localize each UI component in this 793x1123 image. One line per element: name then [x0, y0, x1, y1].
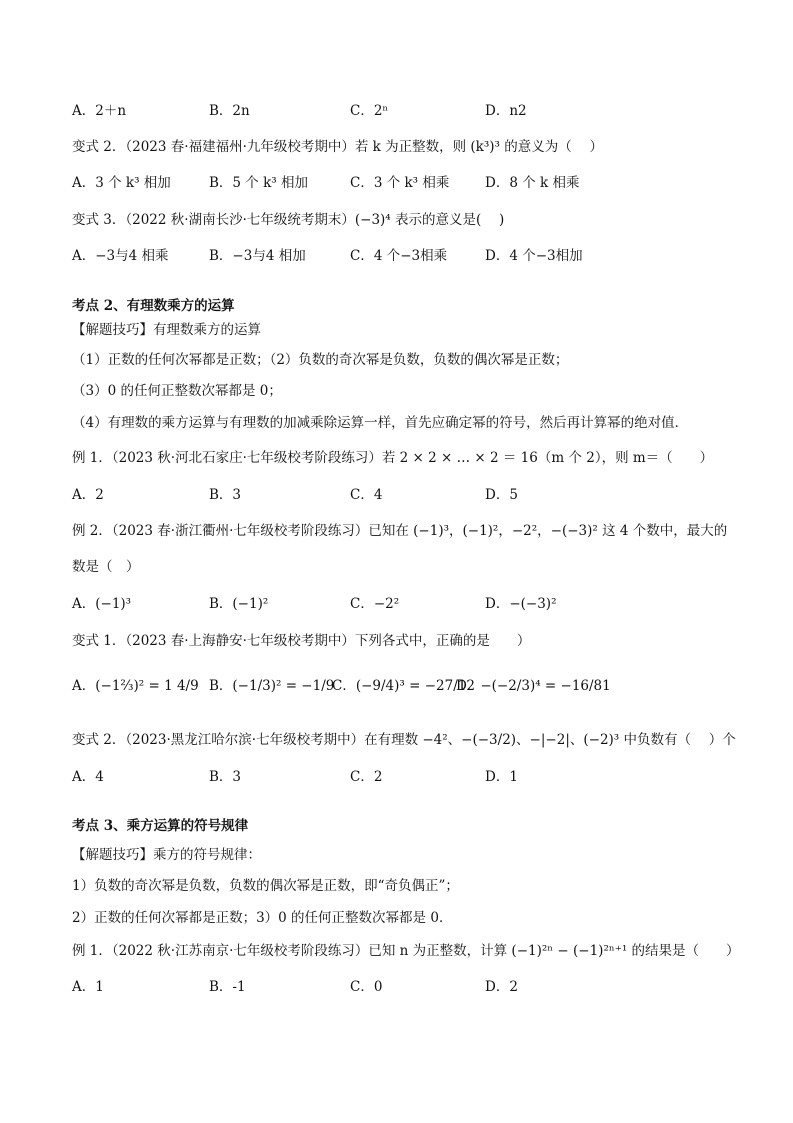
option-b[interactable]: B．(−1)² — [209, 596, 269, 612]
variant-3-question: 变式 3．（2022 秋·湖南长沙·七年级统考期末）(−3)⁴ 表示的意义是( ) — [72, 212, 505, 228]
option-c[interactable]: C．2 — [350, 769, 383, 785]
example-2-question-cont: 数是（ ） — [72, 559, 140, 575]
option-a[interactable]: A．2 — [72, 487, 104, 503]
variant-1-question: 变式 1．（2023 春·上海静安·七年级校考期中）下列各式中，正确的是 ） — [72, 633, 531, 649]
option-d[interactable]: D．2 — [485, 979, 518, 995]
option-a[interactable]: A．3 个 k³ 相加 — [72, 175, 171, 191]
option-c[interactable]: C．2ⁿ — [350, 103, 389, 119]
option-a[interactable]: A．1 — [72, 979, 104, 995]
option-a[interactable]: A．2＋n — [72, 103, 127, 119]
option-b[interactable]: B．3 — [209, 769, 242, 785]
example-3-question: 例 1．（2022 秋·江苏南京·七年级校考阶段练习）已知 n 为正整数，计算 (−1)²ⁿ − (−1)²ⁿ⁺¹ 的结果是（ ） — [72, 943, 740, 959]
option-d[interactable]: D．−(−2/3)⁴ = −16/81 — [456, 678, 611, 694]
example-2-question: 例 2．（2023 春·浙江衢州·七年级校考阶段练习）已知在 (−1)³，(−1)²，−2²，−(−3)² 这 4 个数中，最大的 — [72, 523, 728, 539]
option-b[interactable]: B．2n — [209, 103, 250, 119]
option-d[interactable]: D．−(−3)² — [485, 596, 557, 612]
option-d[interactable]: D．1 — [485, 769, 518, 785]
variant-2b-question: 变式 2．（2023·黑龙江哈尔滨·七年级校考期中）在有理数 −4²、−(−3/2)、−|−2|、(−2)³ 中负数有（ ）个 — [72, 732, 736, 748]
option-c[interactable]: C．0 — [350, 979, 383, 995]
tip-heading-kp3: 【解题技巧】乘方的符号规律： — [72, 847, 261, 863]
option-d[interactable]: D．8 个 k 相乘 — [485, 175, 580, 191]
option-c[interactable]: C．4 个−3相乘 — [350, 248, 448, 264]
rule-1: （1）正数的任何次幂都是正数；（2）负数的奇次幂是负数，负数的偶次幂是正数； — [72, 352, 569, 368]
option-c[interactable]: C．4 — [350, 487, 383, 503]
option-a[interactable]: A．(−1⅔)² = 1 4/9 — [72, 678, 199, 694]
option-b[interactable]: B．3 — [209, 487, 242, 503]
option-c[interactable]: C．3 个 k³ 相乘 — [350, 175, 450, 191]
tip-heading-kp2: 【解题技巧】有理数乘方的运算 — [72, 322, 261, 338]
option-d[interactable]: D．5 — [485, 487, 518, 503]
option-b[interactable]: B．5 个 k³ 相加 — [209, 175, 308, 191]
option-d[interactable]: D．4 个−3相加 — [485, 248, 583, 264]
rule-2: （3）0 的任何正整数次幂都是 0； — [72, 383, 282, 399]
section-heading-kp3: 考点 3、乘方运算的符号规律 — [72, 818, 249, 834]
option-b[interactable]: B．-1 — [209, 979, 246, 995]
option-a[interactable]: A．(−1)³ — [72, 596, 132, 612]
option-b[interactable]: B．(−1/3)² = −1/9 — [209, 678, 335, 694]
rule-2: 2）正数的任何次幂都是正数；3）0 的任何正整数次幂都是 0． — [72, 910, 453, 926]
option-c[interactable]: C．(−9/4)³ = −27/12 — [332, 678, 475, 694]
section-heading-kp2: 考点 2、有理数乘方的运算 — [72, 298, 235, 314]
option-a[interactable]: A．4 — [72, 769, 104, 785]
variant-2-question: 变式 2．（2023 春·福建福州·九年级校考期中）若 k 为正整数，则 (k³)³ 的意义为（ ） — [72, 139, 604, 155]
rule-1: 1）负数的奇次幂是负数，负数的偶次幂是正数，即“奇负偶正”； — [72, 878, 459, 894]
option-c[interactable]: C．−2² — [350, 596, 400, 612]
option-d[interactable]: D．n2 — [485, 103, 527, 119]
option-a[interactable]: A．−3与4 相乘 — [72, 248, 169, 264]
option-b[interactable]: B．−3与4 相加 — [209, 248, 306, 264]
example-1-question: 例 1．（2023 秋·河北石家庄·七年级校考阶段练习）若 2 × 2 × … × 2 ＝ 16（m 个 2），则 m＝（ ） — [72, 450, 714, 466]
rule-3: （4）有理数的乘方运算与有理数的加减乘除运算一样，首先应确定幂的符号，然后再计算幂的绝对值． — [72, 415, 689, 431]
